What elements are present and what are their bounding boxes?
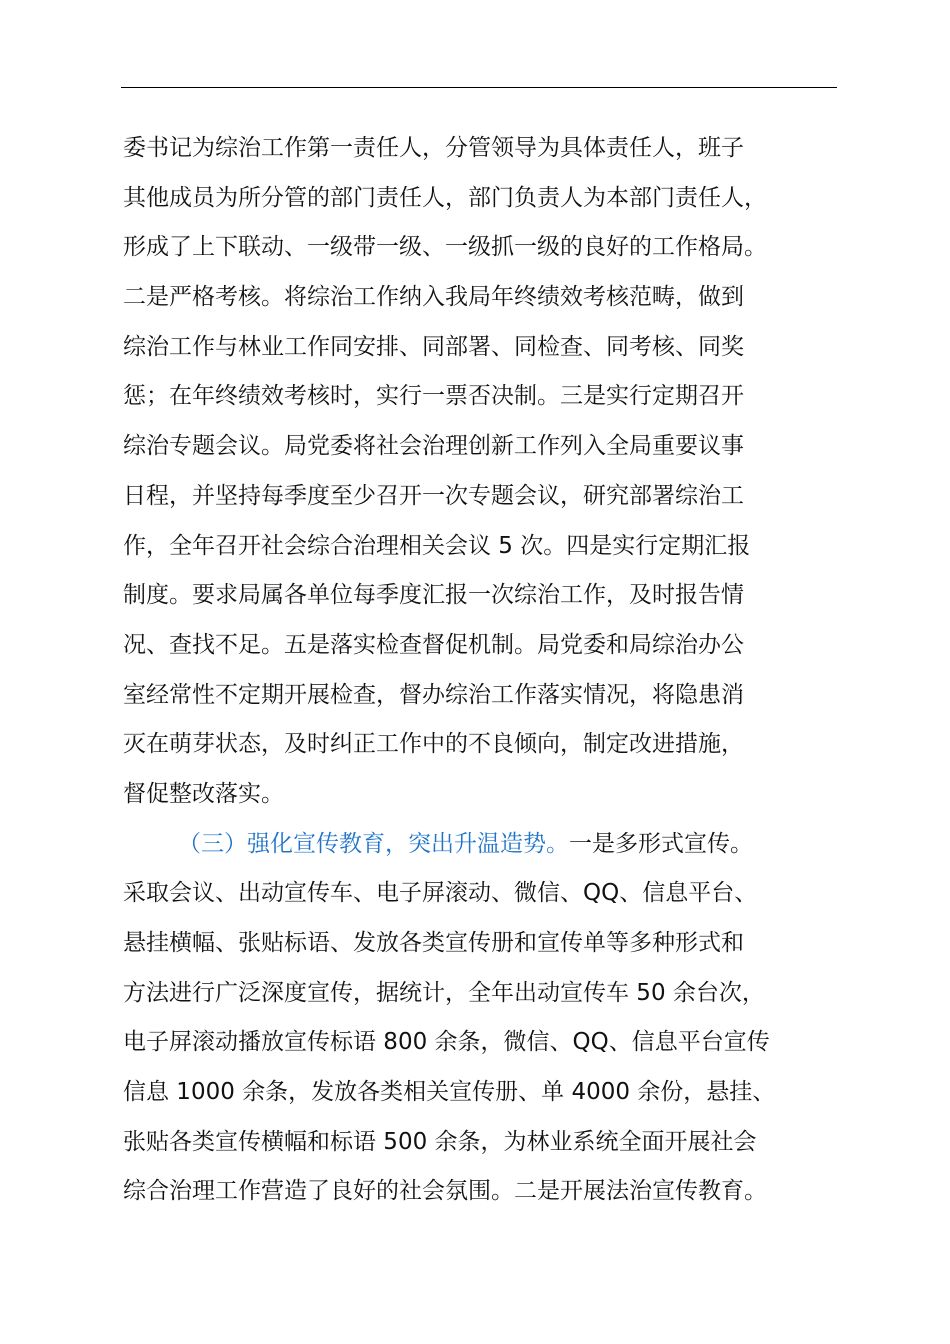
text-line: 惩；在年终绩效考核时，实行一票否决制。三是实行定期召开 (123, 383, 744, 410)
text-line: 采取会议、出动宣传车、电子屏滚动、微信、QQ、信息平台、 (123, 880, 758, 907)
text-line: 二是严格考核。将综治工作纳入我局年终绩效考核范畴，做到 (123, 284, 744, 311)
text-line: 形成了上下联动、一级带一级、一级抓一级的良好的工作格局。 (123, 234, 767, 261)
section-heading-line (123, 820, 863, 870)
text-line: 其他成员为所分管的部门责任人，部门负责人为本部门责任人， (123, 184, 767, 211)
text-line: 方法进行广泛深度宣传，据统计，全年出动宣传车 50 余台次， (123, 979, 765, 1006)
text-line: 张贴各类宣传横幅和标语 500 余条，为林业系统全面开展社会 (123, 1128, 757, 1155)
text-line: 作，全年召开社会综合治理相关会议 5 次。四是实行定期汇报 (123, 532, 751, 559)
text-line: 综治工作与林业工作同安排、同部署、同检查、同考核、同奖 (123, 333, 744, 360)
text-line: 悬挂横幅、张贴标语、发放各类宣传册和宣传单等多种形式和 (123, 930, 744, 956)
text-line: 督促整改落实。 (123, 780, 284, 807)
text-line: 综合治理工作营造了良好的社会氛围。二是开展法治宣传教育。 (123, 1178, 767, 1205)
body-text (123, 124, 863, 1217)
section-lead: 一是多形式宣传。 (569, 830, 753, 857)
text-line: 室经常性不定期开展检查，督办综治工作落实情况，将隐患消 (123, 681, 744, 708)
text-line: 委书记为综治工作第一责任人，分管领导为具体责任人，班子 (123, 135, 744, 161)
text-line: 况、查找不足。五是落实检查督促机制。局党委和局综治办公 (123, 631, 744, 658)
text-line: 电子屏滚动播放宣传标语 800 余条，微信、QQ、信息平台宣传 (123, 1029, 770, 1056)
section-heading: （三）强化宣传教育，突出升温造势。 (178, 830, 569, 857)
text-line: 日程，并坚持每季度至少召开一次专题会议，研究部署综治工 (123, 482, 744, 509)
text-line: 综治专题会议。局党委将社会治理创新工作列入全局重要议事 (123, 433, 744, 460)
text-line: 信息 1000 余条，发放各类相关宣传册、单 4000 余份，悬挂、 (123, 1079, 776, 1106)
header-rule (121, 87, 837, 88)
text-line: 灭在萌芽状态，及时纠正工作中的不良倾向，制定改进措施， (123, 731, 744, 758)
text-line: 制度。要求局属各单位每季度汇报一次综治工作，及时报告情 (123, 582, 744, 609)
